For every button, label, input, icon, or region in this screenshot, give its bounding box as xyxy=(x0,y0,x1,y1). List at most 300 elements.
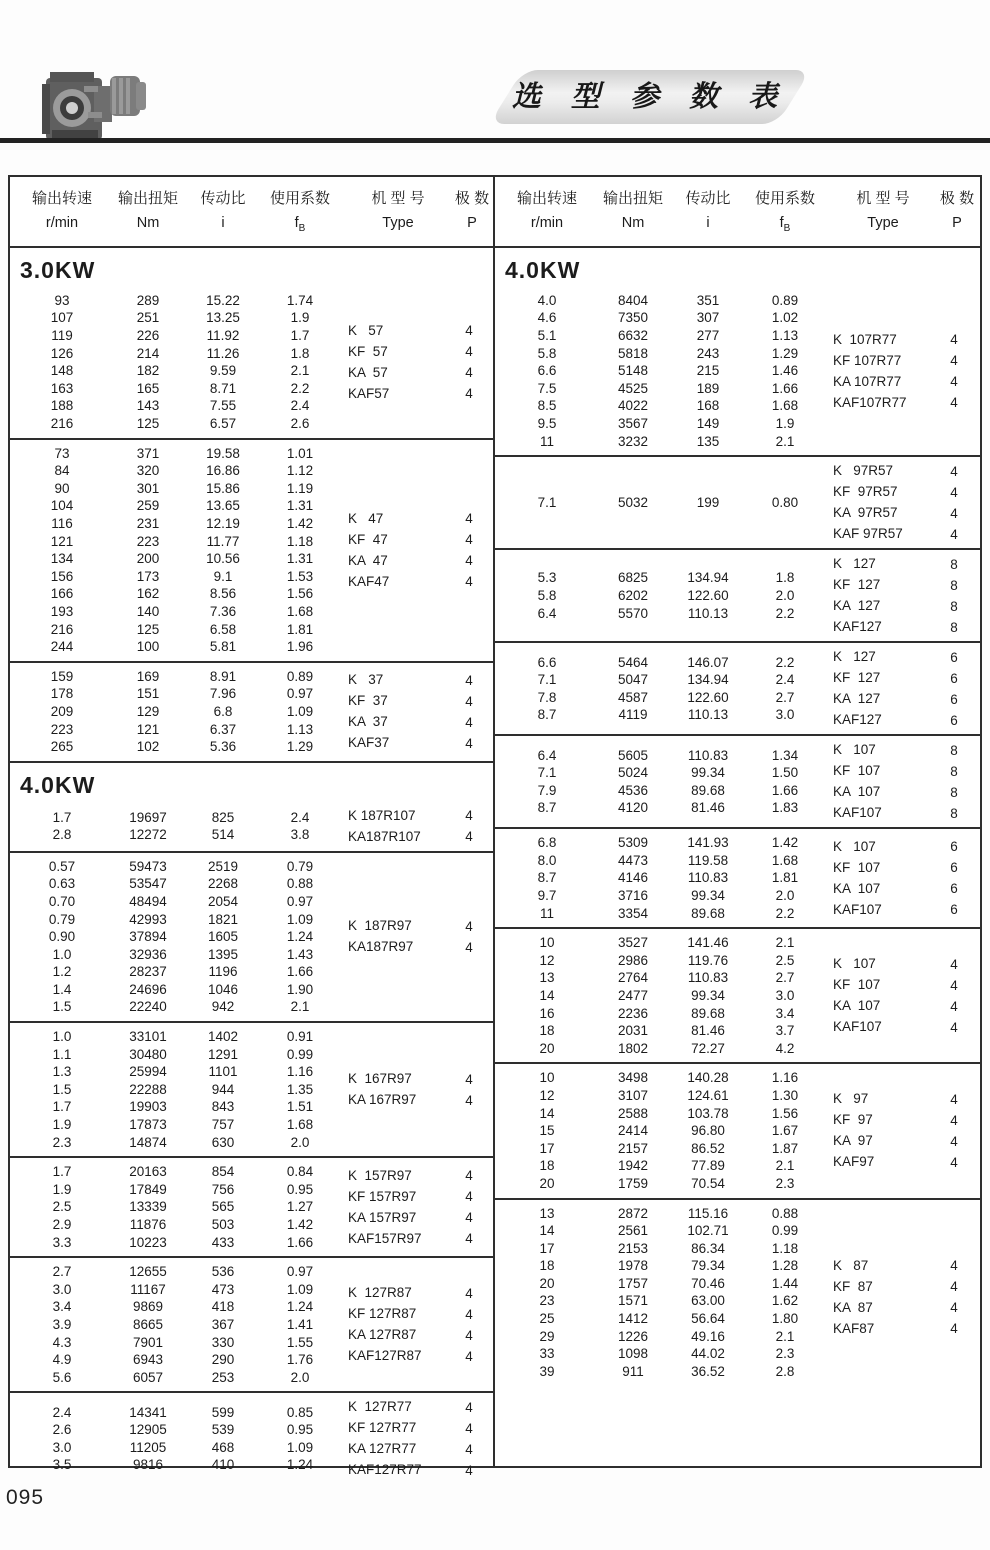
ratio-value: 102.71 xyxy=(687,1223,729,1239)
type-row xyxy=(833,762,980,780)
ratio-value: 119.76 xyxy=(687,952,729,968)
service-factor-value: 1.55 xyxy=(286,1334,314,1350)
type-row xyxy=(348,364,493,382)
type-row xyxy=(348,1440,493,1458)
data-block xyxy=(495,643,980,736)
service-factor-value: 0.85 xyxy=(286,1404,314,1420)
data-block xyxy=(495,457,980,550)
output-torque-value: 5464 xyxy=(617,654,649,670)
output-speed-value: 7.9 xyxy=(537,782,557,798)
pole-count: 4 xyxy=(465,1285,473,1301)
service-factor-value: 1.09 xyxy=(286,911,314,927)
type-group xyxy=(348,322,493,403)
output-torque-value: 214 xyxy=(136,345,160,361)
model-type: KF 107 xyxy=(833,763,881,779)
pole-count: 4 xyxy=(465,939,473,955)
output-speed-value: 188 xyxy=(50,398,74,414)
ratio-value: 1046 xyxy=(207,981,239,997)
output-torque-value: 42993 xyxy=(129,911,167,927)
output-speed-value: 12 xyxy=(539,952,555,968)
data-block xyxy=(10,853,493,1023)
model-type: KF 127R87 xyxy=(348,1306,417,1322)
ratio-value: 1402 xyxy=(207,1029,239,1045)
service-factor-value: 1.29 xyxy=(286,739,314,755)
table-half-right xyxy=(495,177,980,1466)
output-speed-value: 216 xyxy=(50,621,74,637)
pole-count: 8 xyxy=(950,805,958,821)
output-torque-value: 1226 xyxy=(617,1328,649,1344)
output-speed-value: 6.8 xyxy=(537,835,557,851)
type-row xyxy=(833,997,980,1015)
service-factor-value: 1.80 xyxy=(771,1311,799,1327)
service-factor-value: 0.79 xyxy=(286,858,314,874)
service-factor-value: 2.4 xyxy=(775,672,795,688)
ratio-value: 99.34 xyxy=(691,888,725,904)
pole-count: 4 xyxy=(950,1154,958,1170)
service-factor-value: 1.01 xyxy=(286,445,314,461)
output-torque-value: 5148 xyxy=(617,363,649,379)
output-torque-value: 1098 xyxy=(617,1346,649,1362)
service-factor-value: 1.02 xyxy=(771,310,799,326)
pole-count: 6 xyxy=(950,691,958,707)
service-factor-value: 2.0 xyxy=(775,587,795,603)
model-type: K 107 xyxy=(833,838,876,854)
data-rows xyxy=(18,1263,344,1386)
pole-count: 4 xyxy=(950,374,958,390)
ratio-value: 199 xyxy=(696,494,720,510)
output-speed-value: 15 xyxy=(539,1123,555,1139)
model-type: KAF127 xyxy=(833,712,882,728)
output-speed-value: 12 xyxy=(539,1087,555,1103)
model-type: KAF57 xyxy=(348,385,390,401)
output-torque-value: 7350 xyxy=(617,310,649,326)
ratio-value: 514 xyxy=(211,827,235,843)
output-torque-value: 102 xyxy=(136,739,160,755)
pole-count: 4 xyxy=(465,918,473,934)
output-speed-value: 18 xyxy=(539,1258,555,1274)
service-factor-value: 1.44 xyxy=(771,1275,799,1291)
output-torque-value: 3354 xyxy=(617,905,649,921)
type-row xyxy=(833,1320,980,1338)
ratio-value: 277 xyxy=(696,328,720,344)
data-rows xyxy=(503,747,829,817)
output-torque-value: 12905 xyxy=(129,1422,167,1438)
header-label: 极 数 xyxy=(454,190,490,207)
output-speed-value: 29 xyxy=(539,1328,555,1344)
type-row xyxy=(833,462,980,480)
pole-count: 8 xyxy=(950,784,958,800)
ratio-value: 81.46 xyxy=(691,1023,725,1039)
output-speed-value: 159 xyxy=(50,668,74,684)
service-factor-value: 2.1 xyxy=(775,935,795,951)
header-unit: Nm xyxy=(136,215,160,231)
ratio-value: 99.34 xyxy=(691,765,725,781)
output-speed-value: 3.9 xyxy=(52,1316,72,1332)
ratio-value: 110.83 xyxy=(687,970,729,986)
output-torque-value: 1942 xyxy=(617,1158,649,1174)
type-row xyxy=(833,483,980,501)
type-row xyxy=(833,618,980,636)
output-torque-value: 6825 xyxy=(617,570,649,586)
service-factor-value: 0.84 xyxy=(286,1164,314,1180)
pole-count: 4 xyxy=(465,1189,473,1205)
power-section-title: 4.0KW xyxy=(505,256,581,283)
output-torque-value: 169 xyxy=(136,668,160,684)
ratio-value: 103.78 xyxy=(687,1105,729,1121)
ratio-value: 15.22 xyxy=(206,292,240,308)
service-factor-value: 2.3 xyxy=(775,1175,795,1191)
model-type: K 107R77 xyxy=(833,331,897,347)
output-torque-value: 301 xyxy=(136,480,160,496)
ratio-value: 141.46 xyxy=(687,935,729,951)
ratio-value: 141.93 xyxy=(687,835,729,851)
output-torque-value: 5047 xyxy=(617,672,649,688)
ratio-value: 115.16 xyxy=(687,1205,729,1221)
ratio-value: 13.25 xyxy=(206,310,240,326)
output-torque-value: 12655 xyxy=(129,1264,167,1280)
model-type: K 127 xyxy=(833,649,876,665)
data-rows xyxy=(18,809,344,844)
type-row xyxy=(348,510,493,528)
page-number: 095 xyxy=(6,1486,45,1509)
ratio-value: 63.00 xyxy=(691,1293,725,1309)
output-torque-value: 20163 xyxy=(129,1164,167,1180)
output-torque-value: 3567 xyxy=(617,416,649,432)
ratio-value: 122.60 xyxy=(687,689,729,705)
data-block xyxy=(495,1200,980,1466)
output-speed-value: 73 xyxy=(54,445,70,461)
output-speed-value: 93 xyxy=(54,292,70,308)
service-factor-value: 1.12 xyxy=(286,463,314,479)
type-row xyxy=(348,531,493,549)
output-speed-value: 107 xyxy=(50,310,74,326)
output-torque-value: 2031 xyxy=(617,1023,649,1039)
pole-count: 8 xyxy=(950,763,958,779)
type-group xyxy=(348,671,493,752)
service-factor-value: 0.91 xyxy=(286,1029,314,1045)
type-group xyxy=(833,1090,980,1171)
header-unit: r/min xyxy=(45,215,79,231)
type-row xyxy=(833,741,980,759)
service-factor-value: 2.3 xyxy=(775,1346,795,1362)
ratio-value: 96.80 xyxy=(691,1123,725,1139)
output-torque-value: 1571 xyxy=(617,1293,649,1309)
output-torque-value: 9816 xyxy=(132,1457,164,1473)
ratio-value: 5.36 xyxy=(209,739,237,755)
output-torque-value: 1757 xyxy=(617,1275,649,1291)
pole-count: 4 xyxy=(465,323,473,339)
pole-count: 4 xyxy=(465,735,473,751)
model-type: KA 57 xyxy=(348,364,388,380)
header-unit: Type xyxy=(382,215,414,231)
ratio-value: 1395 xyxy=(207,946,239,962)
output-speed-value: 5.8 xyxy=(537,587,557,603)
output-speed-value: 14 xyxy=(539,1223,555,1239)
service-factor-value: 1.31 xyxy=(286,498,314,514)
type-group xyxy=(348,1398,493,1479)
service-factor-value: 0.95 xyxy=(286,1422,314,1438)
type-row xyxy=(348,1398,493,1416)
header-label: 机 型 号 xyxy=(371,190,425,207)
type-row xyxy=(833,901,980,919)
banner-title: 选 型 参 数 表 xyxy=(511,81,789,113)
output-torque-value: 121 xyxy=(136,721,160,737)
service-factor-value: 2.8 xyxy=(775,1363,795,1379)
output-speed-value: 116 xyxy=(51,516,73,532)
ratio-value: 433 xyxy=(211,1234,235,1250)
pole-count: 4 xyxy=(465,553,473,569)
output-torque-value: 151 xyxy=(136,686,160,702)
output-speed-value: 6.6 xyxy=(537,363,557,379)
service-factor-value: 1.68 xyxy=(771,398,799,414)
model-type: KAF97 xyxy=(833,1154,875,1170)
output-torque-value: 3527 xyxy=(617,935,649,951)
model-type: KF 127 xyxy=(833,670,881,686)
service-factor-value: 1.76 xyxy=(286,1352,314,1368)
output-torque-value: 12272 xyxy=(129,827,167,843)
model-type: KF 47 xyxy=(348,531,388,547)
service-factor-value: 1.56 xyxy=(286,586,314,602)
data-rows xyxy=(503,292,829,450)
output-speed-value: 7.5 xyxy=(537,380,557,396)
ratio-value: 565 xyxy=(211,1199,235,1215)
model-type: KA 107 xyxy=(833,784,881,800)
ratio-value: 72.27 xyxy=(691,1040,725,1056)
service-factor-value: 2.4 xyxy=(290,809,310,825)
output-torque-value: 13339 xyxy=(129,1199,167,1215)
ratio-value: 1196 xyxy=(208,964,238,980)
header-label: 传动比 xyxy=(200,190,246,207)
output-speed-value: 11 xyxy=(539,905,554,921)
model-type: K 127 xyxy=(833,556,876,572)
model-type: K 107 xyxy=(833,956,876,972)
ratio-value: 351 xyxy=(696,292,720,308)
output-torque-value: 11205 xyxy=(129,1439,167,1455)
ratio-value: 9.1 xyxy=(213,568,233,584)
ratio-value: 6.8 xyxy=(213,703,233,719)
ratio-value: 11.77 xyxy=(206,533,240,549)
type-row xyxy=(833,669,980,687)
output-torque-value: 53547 xyxy=(129,876,167,892)
model-type: KA 127R87 xyxy=(348,1327,417,1343)
service-factor-value: 2.0 xyxy=(290,1134,310,1150)
pole-count: 4 xyxy=(465,672,473,688)
ratio-value: 110.83 xyxy=(687,870,729,886)
type-row xyxy=(833,783,980,801)
model-type: K 157R97 xyxy=(348,1167,412,1183)
service-factor-value: 2.2 xyxy=(775,605,795,621)
output-torque-value: 11167 xyxy=(130,1281,166,1297)
ratio-value: 135 xyxy=(696,433,720,449)
type-row xyxy=(348,1305,493,1323)
type-group xyxy=(833,462,980,543)
table-half-left xyxy=(10,177,495,1478)
output-speed-value: 3.0 xyxy=(52,1439,72,1455)
type-row xyxy=(833,1018,980,1036)
output-speed-value: 7.1 xyxy=(537,765,557,781)
pole-count: 8 xyxy=(950,556,958,572)
type-row xyxy=(348,828,493,846)
pole-count: 4 xyxy=(465,1327,473,1343)
header-divider-rule xyxy=(0,138,990,143)
output-speed-value: 10 xyxy=(539,1070,555,1086)
ratio-value: 99.34 xyxy=(691,987,725,1003)
pole-count: 4 xyxy=(465,1441,473,1457)
model-type: KAF127 xyxy=(833,619,882,635)
data-rows xyxy=(18,292,344,433)
output-speed-value: 13 xyxy=(539,1205,555,1221)
service-factor-value: 1.66 xyxy=(286,1234,314,1250)
pole-count: 4 xyxy=(465,1306,473,1322)
output-speed-value: 23 xyxy=(539,1293,555,1309)
type-row xyxy=(348,671,493,689)
type-row xyxy=(833,352,980,370)
pole-count: 4 xyxy=(465,1462,473,1478)
output-speed-value: 7.1 xyxy=(537,494,557,510)
service-factor-value: 1.24 xyxy=(286,929,314,945)
output-speed-value: 134 xyxy=(50,551,74,567)
ratio-value: 134.94 xyxy=(687,672,729,688)
data-rows xyxy=(18,1163,344,1251)
ratio-value: 757 xyxy=(211,1117,235,1133)
header-label: 使用系数 xyxy=(754,190,815,207)
output-speed-value: 5.1 xyxy=(537,328,557,344)
pole-count: 4 xyxy=(950,1258,958,1274)
output-speed-value: 1.3 xyxy=(52,1064,72,1080)
header-unit: r/min xyxy=(530,215,564,231)
service-factor-value: 0.89 xyxy=(771,292,799,308)
type-row xyxy=(348,1209,493,1227)
model-type: KA 127R77 xyxy=(348,1441,417,1457)
output-torque-value: 371 xyxy=(136,445,160,461)
service-factor-value: 1.18 xyxy=(286,533,314,549)
output-speed-value: 6.6 xyxy=(537,654,557,670)
type-row xyxy=(833,1257,980,1275)
ratio-value: 5.81 xyxy=(209,639,237,655)
type-row xyxy=(833,1299,980,1317)
ratio-value: 89.68 xyxy=(691,1005,725,1021)
pole-count: 4 xyxy=(465,511,473,527)
output-torque-value: 129 xyxy=(136,703,160,719)
pole-count: 6 xyxy=(950,860,958,876)
output-speed-value: 4.9 xyxy=(52,1352,72,1368)
data-block xyxy=(10,1158,493,1258)
pole-count: 4 xyxy=(950,526,958,542)
service-factor-value: 1.31 xyxy=(286,551,314,567)
service-factor-value: 1.9 xyxy=(775,416,795,432)
output-speed-value: 3.4 xyxy=(52,1299,72,1315)
output-torque-value: 5818 xyxy=(617,345,649,361)
output-torque-value: 226 xyxy=(136,328,160,344)
ratio-value: 367 xyxy=(211,1316,235,1332)
type-row xyxy=(348,1284,493,1302)
model-type: KAF127R87 xyxy=(348,1348,422,1364)
data-block xyxy=(495,287,980,457)
type-row xyxy=(833,804,980,822)
output-torque-value: 6202 xyxy=(617,587,649,603)
model-type: K 187R97 xyxy=(348,918,412,934)
pole-count: 4 xyxy=(950,998,958,1014)
data-rows xyxy=(18,1404,344,1474)
model-type: K 127R77 xyxy=(348,1399,412,1415)
header-unit-row xyxy=(503,211,980,241)
pole-count: 4 xyxy=(465,1071,473,1087)
gearmotor-illustration xyxy=(32,56,154,160)
model-type: KF 157R97 xyxy=(348,1188,417,1204)
output-torque-value: 1802 xyxy=(617,1040,649,1056)
type-group xyxy=(833,838,980,919)
service-factor-value: 1.50 xyxy=(771,765,799,781)
data-block xyxy=(495,1064,980,1199)
ratio-value: 330 xyxy=(211,1334,235,1350)
header-unit: Nm xyxy=(621,215,645,231)
output-speed-value: 0.79 xyxy=(48,911,76,927)
ratio-value: 89.68 xyxy=(691,782,725,798)
type-row xyxy=(348,692,493,710)
output-torque-value: 200 xyxy=(136,551,160,567)
ratio-value: 290 xyxy=(211,1352,235,1368)
ratio-value: 19.58 xyxy=(206,445,240,461)
service-factor-value: 1.81 xyxy=(286,621,314,637)
type-row xyxy=(833,576,980,594)
output-speed-value: 8.7 xyxy=(537,707,557,723)
output-speed-value: 193 xyxy=(50,603,74,619)
service-factor-value: 1.7 xyxy=(290,328,310,344)
pole-count: 4 xyxy=(950,1279,958,1295)
model-type: K 187R107 xyxy=(348,807,416,823)
output-speed-value: 5.3 xyxy=(537,570,557,586)
output-speed-value: 1.7 xyxy=(52,1099,72,1115)
service-factor-value: 1.74 xyxy=(286,292,314,308)
ratio-value: 756 xyxy=(211,1181,235,1197)
output-speed-value: 148 xyxy=(50,363,74,379)
ratio-value: 7.55 xyxy=(209,398,237,414)
ratio-value: 134.94 xyxy=(687,570,729,586)
output-speed-value: 1.9 xyxy=(52,1181,72,1197)
model-type: K 97R57 xyxy=(833,463,894,479)
type-row xyxy=(833,976,980,994)
data-block xyxy=(495,829,980,929)
output-speed-value: 8.0 xyxy=(537,852,557,868)
output-speed-value: 0.90 xyxy=(48,929,76,945)
data-rows xyxy=(18,445,344,656)
output-speed-value: 17 xyxy=(539,1140,555,1156)
model-type: K 107 xyxy=(833,742,876,758)
banner-ribbon xyxy=(506,70,794,124)
output-speed-value: 4.6 xyxy=(537,310,557,326)
output-torque-value: 8404 xyxy=(617,292,649,308)
service-factor-value: 2.1 xyxy=(290,363,310,379)
model-type: KA 107 xyxy=(833,998,881,1014)
ratio-value: 2268 xyxy=(207,876,239,892)
output-speed-value: 3.3 xyxy=(52,1234,72,1250)
header-label: 极 数 xyxy=(939,190,975,207)
header-label: 输出扭矩 xyxy=(602,190,663,207)
type-row xyxy=(833,859,980,877)
service-factor-value: 0.99 xyxy=(771,1223,799,1239)
header-unit-row xyxy=(18,211,493,241)
type-row xyxy=(833,597,980,615)
output-speed-value: 5.6 xyxy=(52,1369,72,1385)
type-row xyxy=(348,1326,493,1344)
ratio-value: 539 xyxy=(211,1422,235,1438)
service-factor-value: 2.1 xyxy=(290,999,310,1015)
header-unit: P xyxy=(952,215,962,231)
output-speed-value: 121 xyxy=(50,533,74,549)
ratio-value: 8.91 xyxy=(209,668,237,684)
gearmotor-photo xyxy=(32,56,154,160)
output-speed-value: 6.4 xyxy=(537,747,557,763)
